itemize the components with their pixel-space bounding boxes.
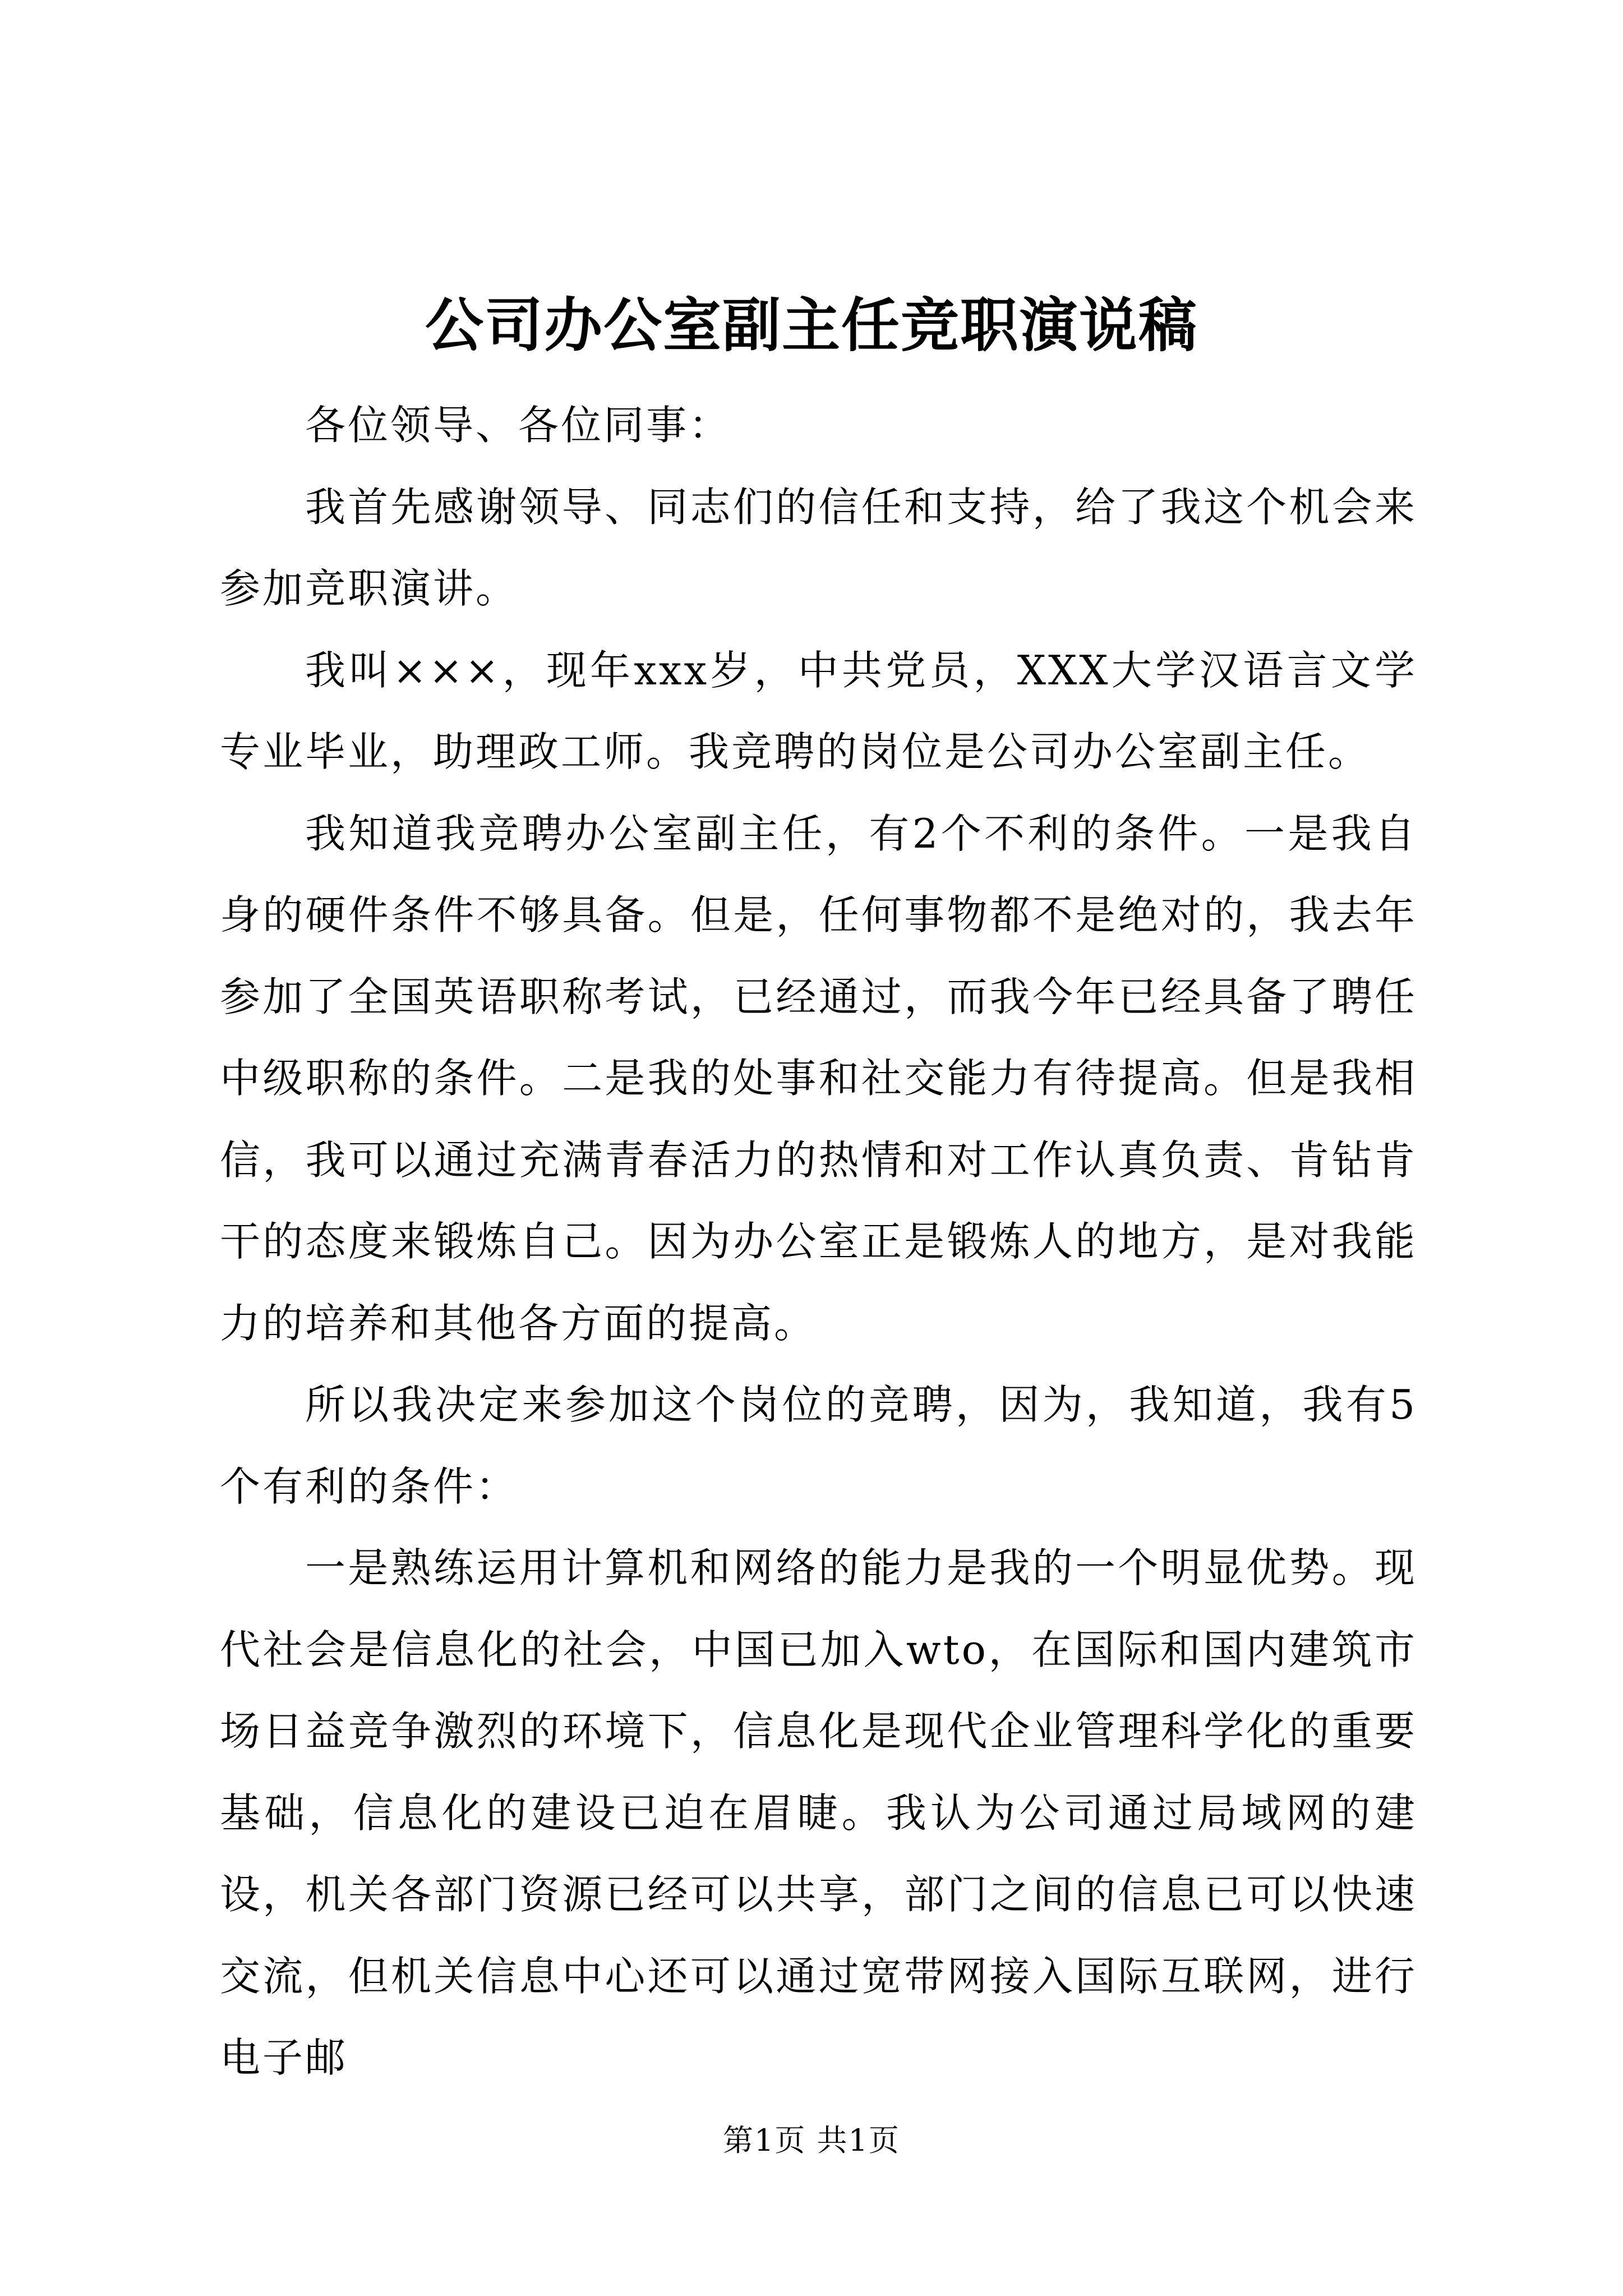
document-body [220, 385, 1417, 2099]
paragraph-introduction: 我叫×××，现年xxx岁，中共党员，XXX大学汉语言文学专业毕业，助理政工师。我竞聘的岗位是公司办公室副主任。 [220, 646, 1417, 775]
paragraph-disadvantages: 我知道我竞聘办公室副主任，有2个不利的条件。一是我自身的硬件条件不够具备。但是，任何事物都不是绝对的，我去年参加了全国英语职称考试，已经通过，而我今年已经具备了聘任中级职称的条件。二是我的处事和社交能力有待提高。但是我相信，我可以通过充满青春活力的热情和对工作认真负责、肯钻肯干的态度来锻炼自己。因为办公室正是锻炼人的地方，是对我能力的培养和其他各方面的提高。 [220, 809, 1417, 1347]
document-title: 公司办公室副主任竞职演说稿 [425, 291, 1198, 360]
paragraph-thanks: 我首先感谢领导、同志们的信任和支持，给了我这个机会来参加竞职演讲。 [220, 483, 1417, 612]
page-footer: 第1页 共1页 [723, 2123, 900, 2158]
paragraph-advantage-one: 一是熟练运用计算机和网络的能力是我的一个明显优势。现代社会是信息化的社会，中国已加入wto，在国际和国内建筑市场日益竞争激烈的环境下，信息化是现代企业管理科学化的重要基础，信息化的建设已迫在眉睫。我认为公司通过局域网的建设，机关各部门资源已经可以共享，部门之间的信息已可以快速交流，但机关信息中心还可以通过宽带网接入国际互联网，进行电子邮 [220, 1544, 1417, 2081]
paragraph-salutation: 各位领导、各位同事： [305, 402, 732, 449]
paragraph-decision: 所以我决定来参加这个岗位的竞聘，因为，我知道，我有5个有利的条件： [220, 1381, 1417, 1510]
